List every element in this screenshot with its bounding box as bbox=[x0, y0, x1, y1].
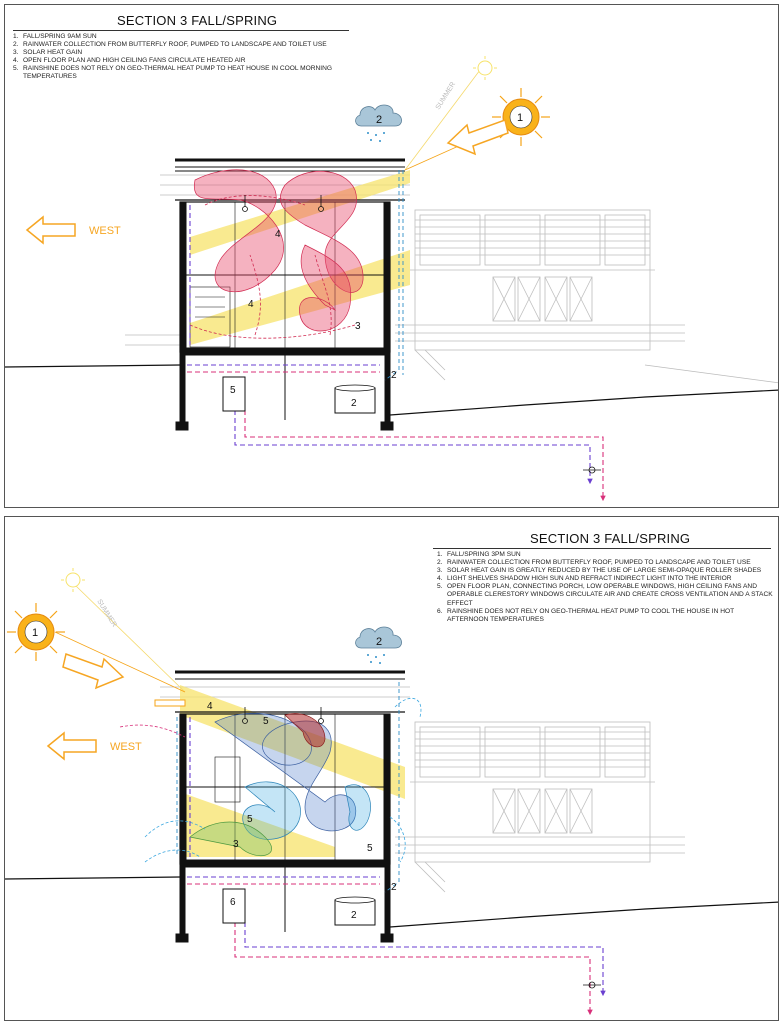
note-text: SOLAR HEAT GAIN bbox=[23, 49, 83, 57]
summer-label: SUMMER bbox=[95, 598, 118, 629]
summer-label: SUMMER bbox=[434, 80, 458, 112]
light-shelf bbox=[155, 700, 185, 706]
note-text: LIGHT SHELVES SHADOW HIGH SUN AND REFRACT INDIRECT LIGHT INTO THE INTERIOR bbox=[447, 575, 732, 583]
summer-sun-ray bbox=[405, 70, 480, 170]
note-text: RAINWATER COLLECTION FROM BUTTERFLY ROOF, PUMPED TO LANDSCAPE AND TOILET USE bbox=[447, 559, 751, 567]
section-diagram bbox=[5, 517, 779, 1021]
roller-shades-label: 3 bbox=[233, 839, 239, 850]
note-text: OPEN FLOOR PLAN AND HIGH CEILING FANS CIRCULATE HEATED AIR bbox=[23, 57, 246, 65]
note-text: FALL/SPRING 3PM SUN bbox=[447, 551, 521, 558]
circulation-label-upper: 4 bbox=[275, 229, 281, 240]
note-number: 4. bbox=[13, 57, 19, 65]
cross-vent-label-left: 5 bbox=[247, 814, 253, 825]
fan-circulation-label: 5 bbox=[263, 716, 269, 727]
sun-direction-arrow-icon bbox=[448, 120, 508, 154]
note-number: 4. bbox=[437, 575, 443, 583]
summer-sun-icon bbox=[61, 568, 85, 592]
valve-icon bbox=[583, 467, 601, 473]
note-text: RAINSHINE DOES NOT RELY ON GEO-THERMAL HEAT PUMP TO COOL THE HOUSE IN HOT AFTERNOON TEMPERATURES bbox=[447, 607, 735, 623]
note-number: 3. bbox=[437, 567, 443, 575]
utility-box bbox=[223, 889, 245, 923]
sun-icon bbox=[492, 88, 550, 146]
west-arrow-icon bbox=[48, 733, 96, 759]
rain-cloud-icon bbox=[356, 627, 402, 664]
cross-vent-label-right: 5 bbox=[367, 843, 373, 854]
downspout-label: 2 bbox=[391, 882, 397, 893]
note-text: FALL/SPRING 9AM SUN bbox=[23, 33, 97, 40]
tank-label: 2 bbox=[351, 398, 357, 409]
utility-box-label: 6 bbox=[230, 897, 236, 908]
sun-label: 1 bbox=[517, 112, 524, 124]
utility-box-label: 5 bbox=[230, 385, 236, 396]
note-number: 2. bbox=[437, 559, 443, 567]
note-number: 6. bbox=[437, 607, 443, 615]
west-label: WEST bbox=[110, 741, 142, 753]
section-panel-morning bbox=[4, 4, 779, 508]
panel-title: SECTION 3 FALL/SPRING bbox=[530, 531, 691, 546]
heat-gain-label: 3 bbox=[355, 321, 361, 332]
panel-title: SECTION 3 FALL/SPRING bbox=[117, 13, 278, 28]
note-number: 5. bbox=[437, 583, 443, 591]
grade-line-faded bbox=[645, 365, 779, 383]
rainwater-tank bbox=[335, 385, 375, 413]
cross-ventilation-airflow bbox=[190, 713, 371, 855]
circulation-label-lower: 4 bbox=[248, 299, 254, 310]
cloud-label: 2 bbox=[376, 114, 383, 126]
rain-cloud-icon bbox=[356, 105, 402, 142]
cloud-label: 2 bbox=[376, 636, 383, 648]
section-diagram bbox=[5, 5, 779, 508]
summer-sun-icon bbox=[473, 56, 497, 80]
note-number: 2. bbox=[13, 41, 19, 49]
section-panel-afternoon bbox=[4, 516, 779, 1021]
west-arrow-icon bbox=[27, 217, 75, 243]
rainwater-tank bbox=[335, 897, 375, 925]
light-shelf-label: 4 bbox=[207, 701, 213, 712]
note-number: 1. bbox=[13, 33, 19, 40]
note-number: 1. bbox=[437, 551, 443, 558]
note-number: 5. bbox=[13, 65, 19, 73]
note-number: 3. bbox=[13, 49, 19, 57]
west-label: WEST bbox=[89, 225, 121, 237]
note-text: RAINSHINE DOES NOT RELY ON GEO-THERMAL HEAT PUMP TO HEAT HOUSE IN COOL MORNING TEMPERATURES bbox=[23, 65, 332, 81]
note-text: SOLAR HEAT GAIN IS GREATLY REDUCED BY THE USE OF LARGE SEMI-OPAQUE ROLLER SHADES bbox=[447, 567, 762, 575]
sun-icon bbox=[7, 603, 65, 661]
sun-label: 1 bbox=[32, 627, 39, 639]
utility-box bbox=[223, 377, 245, 411]
tank-label: 2 bbox=[351, 910, 357, 921]
return-pipe bbox=[187, 372, 603, 500]
downspout-label: 2 bbox=[391, 370, 397, 381]
valve-icon bbox=[583, 982, 601, 988]
note-text: RAINWATER COLLECTION FROM BUTTERFLY ROOF, PUMPED TO LANDSCAPE AND TOILET USE bbox=[23, 41, 327, 49]
note-text: OPEN FLOOR PLAN, CONNECTING PORCH, LOW OPERABLE WINDOWS, HIGH CEILING FANS AND OPERABLE CLERESTORY WINDOWS CIRCULATE AIR AND CREATE CROSS VENTILATION AND A STACK EFFECT bbox=[447, 583, 773, 607]
